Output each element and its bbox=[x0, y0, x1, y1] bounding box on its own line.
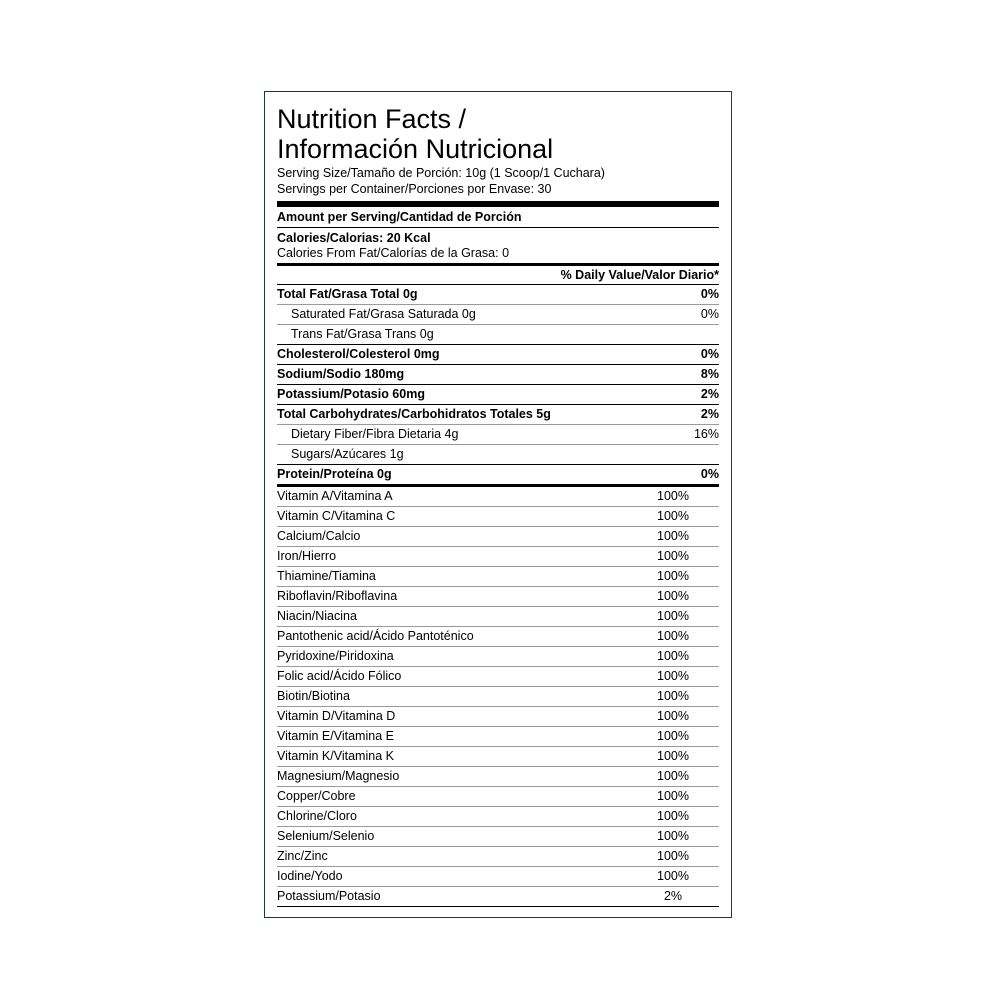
vitamin-label: Potassium/Potasio bbox=[277, 889, 381, 903]
vitamin-value: 100% bbox=[657, 649, 689, 663]
nutrient-label: Protein/Proteína 0g bbox=[277, 467, 392, 481]
vitamin-value: 100% bbox=[657, 549, 689, 563]
vitamin-label: Vitamin C/Vitamina C bbox=[277, 509, 396, 523]
vitamin-label: Calcium/Calcio bbox=[277, 529, 361, 543]
vitamin-row bbox=[277, 867, 719, 886]
vitamin-row bbox=[277, 807, 719, 826]
vitamin-label: Thiamine/Tiamina bbox=[277, 569, 376, 583]
vitamin-label: Selenium/Selenio bbox=[277, 829, 375, 843]
nutrient-row bbox=[277, 425, 719, 444]
vitamin-value: 100% bbox=[657, 609, 689, 623]
vitamin-row bbox=[277, 567, 719, 586]
nutrient-value: 0% bbox=[700, 467, 719, 481]
nutrient-label: Dietary Fiber/Fibra Dietaria 4g bbox=[291, 427, 459, 441]
vitamin-row bbox=[277, 727, 719, 746]
nutrient-label: Cholesterol/Colesterol 0mg bbox=[277, 347, 440, 361]
calories-row: Calories/Calorias: 20 Kcal bbox=[277, 231, 431, 245]
title-line-1: Nutrition Facts / bbox=[277, 104, 467, 134]
vitamin-label: Iodine/Yodo bbox=[277, 869, 343, 883]
nutrient-value: 16% bbox=[693, 427, 719, 441]
nutrient-value: 8% bbox=[700, 367, 719, 381]
vitamin-label: Vitamin K/Vitamina K bbox=[277, 749, 394, 763]
vitamin-row bbox=[277, 847, 719, 866]
vitamin-label: Pyridoxine/Piridoxina bbox=[277, 649, 394, 663]
vitamin-row bbox=[277, 787, 719, 806]
vitamin-label: Magnesium/Magnesio bbox=[277, 769, 400, 783]
nutrient-row bbox=[277, 325, 719, 344]
nutrient-row bbox=[277, 345, 719, 364]
vitamin-value: 100% bbox=[657, 809, 689, 823]
nutrient-label: Trans Fat/Grasa Trans 0g bbox=[291, 327, 434, 341]
vitamin-value: 100% bbox=[657, 829, 689, 843]
vitamin-label: Vitamin E/Vitamina E bbox=[277, 729, 394, 743]
vitamin-label: Riboflavin/Riboflavina bbox=[277, 589, 398, 603]
nutrient-value: 2% bbox=[700, 407, 719, 421]
vitamin-row bbox=[277, 827, 719, 846]
vitamin-row bbox=[277, 687, 719, 706]
vitamin-row bbox=[277, 887, 719, 906]
vitamin-label: Chlorine/Cloro bbox=[277, 809, 357, 823]
nutrient-label: Total Carbohydrates/Carbohidratos Totales 5g bbox=[277, 407, 551, 421]
vitamin-value: 100% bbox=[657, 709, 689, 723]
vitamin-row bbox=[277, 547, 719, 566]
vitamin-value: 100% bbox=[657, 629, 689, 643]
vitamin-value: 100% bbox=[657, 849, 689, 863]
divider-bottom bbox=[277, 906, 719, 907]
nutrient-value: 0% bbox=[700, 307, 719, 321]
vitamin-value: 2% bbox=[663, 889, 683, 903]
vitamin-row bbox=[277, 767, 719, 786]
vitamin-row bbox=[277, 527, 719, 546]
vitamin-label: Folic acid/Ácido Fólico bbox=[277, 669, 402, 683]
vitamin-value: 100% bbox=[657, 749, 689, 763]
vitamin-row bbox=[277, 647, 719, 666]
vitamin-label: Copper/Cobre bbox=[277, 789, 356, 803]
nutrient-row bbox=[277, 365, 719, 384]
vitamin-value: 100% bbox=[657, 689, 689, 703]
daily-value-header: % Daily Value/Valor Diario* bbox=[560, 268, 719, 282]
servings-per-container-text: Servings per Container/Porciones por Envase: 30 bbox=[277, 181, 552, 196]
vitamin-value: 100% bbox=[657, 489, 689, 503]
nutrient-row bbox=[277, 305, 719, 324]
vitamin-row bbox=[277, 747, 719, 766]
calories-from-fat-row: Calories From Fat/Calorías de la Grasa: 0 bbox=[277, 246, 510, 260]
vitamin-value: 100% bbox=[657, 529, 689, 543]
vitamin-value: 100% bbox=[657, 729, 689, 743]
vitamin-row bbox=[277, 487, 719, 506]
vitamin-value: 100% bbox=[657, 769, 689, 783]
nutrient-row bbox=[277, 465, 719, 484]
nutrient-label: Total Fat/Grasa Total 0g bbox=[277, 287, 418, 301]
vitamin-row bbox=[277, 507, 719, 526]
vitamin-row bbox=[277, 707, 719, 726]
nutrient-label: Saturated Fat/Grasa Saturada 0g bbox=[291, 307, 476, 321]
vitamin-value: 100% bbox=[657, 789, 689, 803]
nutrition-facts-panel bbox=[264, 91, 732, 918]
nutrient-label: Sodium/Sodio 180mg bbox=[277, 367, 405, 381]
nutrient-label: Potassium/Potasio 60mg bbox=[277, 387, 425, 401]
nutrient-row bbox=[277, 385, 719, 404]
serving-size-text: Serving Size/Tamaño de Porción: 10g (1 Scoop/1 Cuchara) bbox=[277, 166, 605, 180]
vitamin-label: Zinc/Zinc bbox=[277, 849, 328, 863]
vitamin-value: 100% bbox=[657, 509, 689, 523]
nutrient-value: 2% bbox=[700, 387, 719, 401]
nutrient-value: 0% bbox=[700, 287, 719, 301]
vitamin-row bbox=[277, 587, 719, 606]
title-line-2: Información Nutricional bbox=[277, 134, 554, 164]
vitamin-label: Pantothenic acid/Ácido Pantoténico bbox=[277, 629, 474, 643]
vitamin-label: Vitamin D/Vitamina D bbox=[277, 709, 396, 723]
amount-per-serving-heading: Amount per Serving/Cantidad de Porción bbox=[277, 210, 522, 224]
vitamin-value: 100% bbox=[657, 569, 689, 583]
vitamin-row bbox=[277, 607, 719, 626]
vitamin-row bbox=[277, 627, 719, 646]
nutrient-value: 0% bbox=[700, 347, 719, 361]
vitamin-label: Iron/Hierro bbox=[277, 549, 337, 563]
vitamin-label: Vitamin A/Vitamina A bbox=[277, 489, 393, 503]
vitamin-value: 100% bbox=[657, 589, 689, 603]
nutrient-row bbox=[277, 405, 719, 424]
vitamin-label: Niacin/Niacina bbox=[277, 609, 357, 623]
nutrient-row bbox=[277, 445, 719, 464]
vitamin-row bbox=[277, 667, 719, 686]
vitamin-label: Biotin/Biotina bbox=[277, 689, 350, 703]
nutrient-row bbox=[277, 285, 719, 304]
vitamin-value: 100% bbox=[657, 669, 689, 683]
vitamin-value: 100% bbox=[657, 869, 689, 883]
nutrient-label: Sugars/Azúcares 1g bbox=[291, 447, 404, 461]
panel-title bbox=[277, 104, 719, 164]
